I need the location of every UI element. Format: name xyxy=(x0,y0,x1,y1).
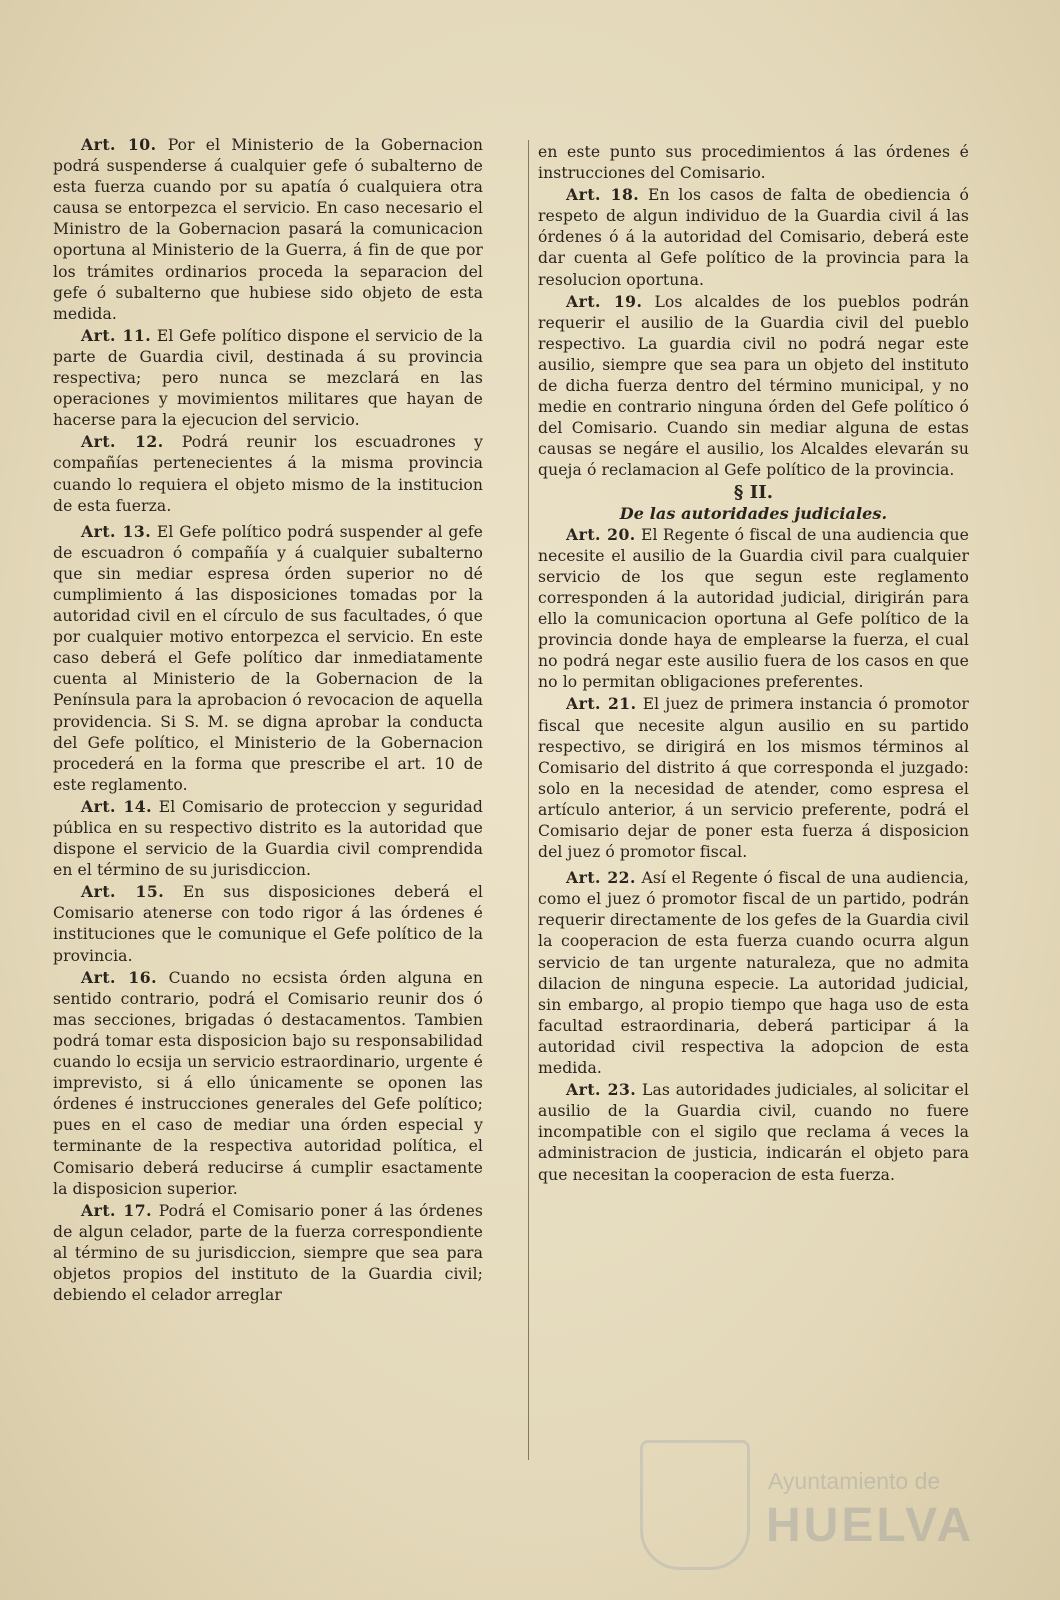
article-15: Art. 15. En sus disposiciones deberá el Comisario atenerse con todo rigor á las órdenes é instituciones que le comunique el Gefe político de la provincia. xyxy=(53,882,484,965)
article-21: Art. 21. El juez de primera instancia ó promotor fiscal que necesite algun ausilio en su partido respectivo, se dirigirá en los mismos términos al Comisario del distrito á que corresponda el juzgado: solo en la necesidad de atender, como espresa el artículo anterior, á un servicio preferente, podrá el Comisario dejar de poner esta fuerza á disposicion del juez ó promotor fiscal. xyxy=(538,694,969,862)
watermark-line1: Ayuntamiento de xyxy=(768,1468,941,1494)
article-19: Art. 19. Los alcaldes de los pueblos podrán requerir el ausilio de la Guardia civil del pueblo respectivo. La guardia civil no podrá negar este ausilio, siempre que sea para un objeto del instituto de dicha fuerza dentro del término municipal, y no medie en contrario ninguna órden del Gefe político ó del Comisario. Cuando sin mediar alguna de estas causas se negáre el ausilio, los Alcaldes elevarán su queja ó reclamacion al Gefe político de la provincia. xyxy=(538,291,969,480)
archive-watermark xyxy=(640,1440,975,1570)
watermark-line2: HUELVA xyxy=(766,1499,975,1552)
article-17-continued: en este punto sus procedimientos á las órdenes é instrucciones del Comisario. xyxy=(538,143,969,183)
article-10: Art. 10. Por el Ministerio de la Gobernacion podrá suspenderse á cualquier gefe ó subalterno de esta fuerza cuando por su apatía ó cualquiera otra causa se entorpezca el servicio. En caso necesario el Ministro de la Gobernacion pasará la comunicacion oportuna al Ministerio de la Guerra, á fin de que por los trámites ordinarios proceda la separacion del gefe ó subalterno que hubiese sido objeto de esta medida. xyxy=(53,135,483,323)
article-20: Art. 20. El Regente ó fiscal de una audiencia que necesite el ausilio de la Guardia civil para cualquier servicio de los que segun este reglamento corresponden á la autoridad judicial, dirigirán para ello la comunicacion oportuna al Gefe político de la provincia donde haya de emplearse la fuerza, el cual no podrá negar este ausilio fuera de los casos en que no lo permitan obligaciones preferentes. xyxy=(538,524,969,692)
section-title: De las autoridades judiciales. xyxy=(619,503,888,523)
coat-of-arms-icon xyxy=(640,1440,750,1570)
article-23: Art. 23. Las autoridades judiciales, al solicitar el ausilio de la Guardia civil, cuando no fuere incompatible con el sigilo que reclama á veces la administracion de justicia, indicarán el objeto para que necesitan la cooperacion de esta fuerza. xyxy=(538,1080,969,1184)
right-column xyxy=(538,142,969,1186)
left-column xyxy=(53,134,483,1306)
article-14: Art. 14. El Comisario de proteccion y seguridad pública en su respectivo distrito es la autoridad que dispone el servicio de la Guardia civil comprendida en el término de su jurisdiccion. xyxy=(53,796,483,880)
article-16: Art. 16. Cuando no ecsista órden alguna en sentido contrario, podrá el Comisario reunir dos ó mas secciones, brigadas ó destacamentos. Tambien podrá tomar esta disposicion bajo su responsabilidad cuando lo ecsija un servicio estraordinario, urgente é imprevisto, si á ello únicamente se oponen las órdenes é instrucciones generales del Gefe político; pues en el caso de mediar una órden especial y terminante de la respectiva autoridad política, el Comisario deberá reducirse á cumplir esactamente la disposicion superior. xyxy=(53,967,483,1198)
column-divider xyxy=(528,140,529,1460)
article-12: Art. 12. Podrá reunir los escuadrones y compañías pertenecientes á la misma provincia cuando lo requiera el objeto mismo de la institucion de esta fuerza. xyxy=(53,432,483,515)
section-number: § II. xyxy=(733,481,774,503)
article-11: Art. 11. El Gefe político dispone el servicio de la parte de Guardia civil, destinada á su provincia respectiva; pero nunca se mezclará en las operaciones y movimientos militares que hayan de hacerse para la ejecucion del servicio. xyxy=(53,325,483,430)
article-18: Art. 18. En los casos de falta de obediencia ó respeto de algun individuo de la Guardia civil á las órdenes ó á la autoridad del Comisario, deberá este dar cuenta al Gefe político de la provincia para la resolucion oportuna. xyxy=(538,185,969,289)
article-13: Art. 13. El Gefe político podrá suspender al gefe de escuadron ó compañía y á cualquier subalterno que sin mediar espresa órden superior no dé cumplimiento á las disposiciones tomadas por la autoridad civil en el círculo de sus facultades, ó que por cualquier motivo entorpezca el servicio. En este caso deberá el Gefe político dar inmediatamente cuenta al Ministerio de la Gobernacion de la Península para la aprobacion ó revocacion de aquella providencia. Si S. M. se digna aprobar la conducta del Gefe político, el Ministerio de la Gobernacion procederá en la forma que prescribe el art. 10 de este reglamento. xyxy=(53,521,483,794)
article-17: Art. 17. Podrá el Comisario poner á las órdenes de algun celador, parte de la fuerza correspondiente al término de su jurisdiccion, siempre que sea para objetos propios del instituto de la Guardia civil; debiendo el celador arreglar xyxy=(53,1200,483,1305)
article-22: Art. 22. Así el Regente ó fiscal de una audiencia, como el juez ó promotor fiscal de un partido, podrán requerir directamente de los gefes de la Guardia civil la cooperacion de esta fuerza cuando ocurra algun servicio de tan urgente naturaleza, que no admita dilacion de ninguna especie. La autoridad judicial, sin embargo, al propio tiempo que haga uso de esta facultad estraordinaria, deberá participar á la autoridad civil respectiva la adopcion de esta medida. xyxy=(538,868,969,1078)
